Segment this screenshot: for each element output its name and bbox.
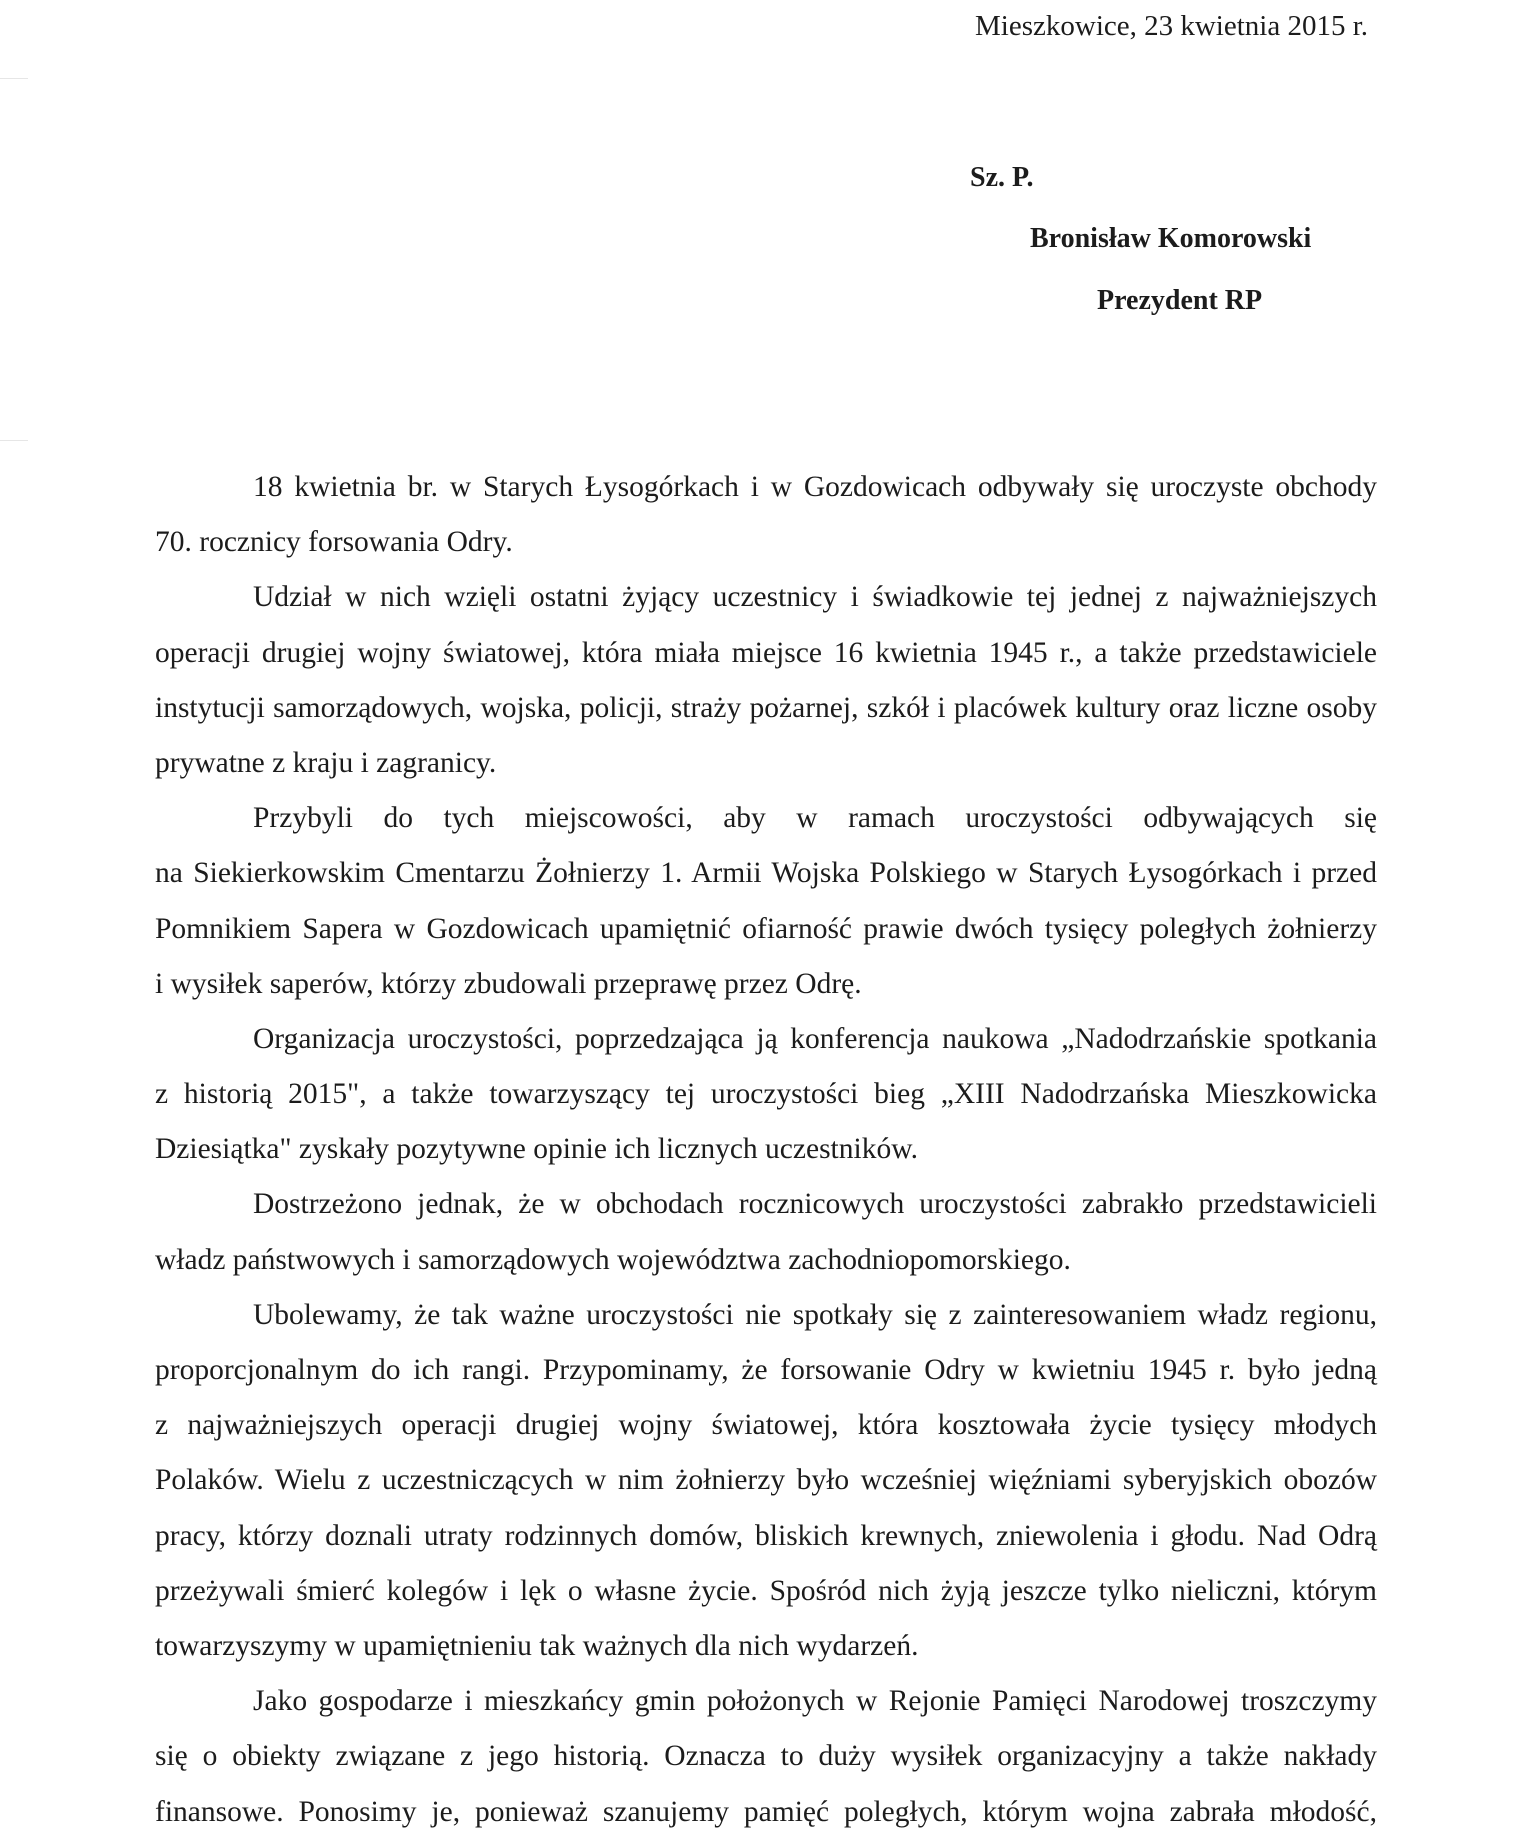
paragraph-line: na Siekierkowskim Cmentarzu Żołnierzy 1. Armii Wojska Polskiego w Starych Łysogórkach i przed [155, 857, 1377, 890]
recipient-title: Prezydent RP [1097, 285, 1263, 316]
paragraph-line: towarzyszymy w upamiętnieniu tak ważnych dla nich wydarzeń. [155, 1629, 919, 1662]
paragraph [155, 791, 1377, 1012]
place-date: Mieszkowice, 23 kwietnia 2015 r. [975, 10, 1369, 42]
paragraph-line: z najważniejszych operacji drugiej wojny światowej, która kosztowała życie tysięcy młodych [155, 1409, 1377, 1442]
letter-body [155, 460, 1377, 1840]
paragraph-line: finansowe. Ponosimy je, ponieważ szanujemy pamięć poległych, którym wojna zabrała młodość, [155, 1795, 1377, 1828]
paragraph [155, 570, 1377, 791]
paragraph-line: proporcjonalnym do ich rangi. Przypominamy, że forsowanie Odry w kwietniu 1945 r. było jedną [155, 1354, 1377, 1386]
scan-artifact [0, 78, 28, 79]
paragraph [155, 1177, 1377, 1287]
paragraph-line: prywatne z kraju i zagranicy. [155, 746, 497, 779]
paragraph-line: Dziesiątka" zyskały pozytywne opinie ich licznych uczestników. [155, 1133, 918, 1166]
paragraph-line: operacji drugiej wojny światowej, która miała miejsce 16 kwietnia 1945 r., a także przedstawiciele [155, 636, 1377, 669]
paragraph-line: 18 kwietnia br. w Starych Łysogórkach i w Gozdowicach odbywały się uroczyste obchody [253, 471, 1377, 503]
paragraph-line: Udział w nich wzięli ostatni żyjący uczestnicy i świadkowie tej jednej z najważniejszych [253, 581, 1377, 614]
paragraph-line: Dostrzeżono jednak, że w obchodach rocznicowych uroczystości zabrakło przedstawicieli [253, 1188, 1377, 1221]
paragraph-line: Pomnikiem Sapera w Gozdowicach upamiętnić ofiarność prawie dwóch tysięcy poległych żołnierzy [155, 912, 1377, 945]
paragraph-line: Polaków. Wielu z uczestniczących w nim żołnierzy było wcześniej więźniami syberyjskich obozów [155, 1464, 1377, 1497]
recipient-name: Bronisław Komorowski [1030, 223, 1312, 254]
paragraph-line: Organizacja uroczystości, poprzedzająca ją konferencja naukowa „Nadodrzańskie spotkania [253, 1022, 1377, 1055]
paragraph-line: władz państwowych i samorządowych województwa zachodniopomorskiego. [155, 1243, 1071, 1276]
paragraph-line: przeżywali śmierć kolegów i lęk o własne życie. Spośród nich żyją jeszcze tylko nieliczni, którym [155, 1574, 1377, 1607]
paragraph-line: z historią 2015", a także towarzyszący tej uroczystości bieg „XIII Nadodrzańska Mieszkowicka [155, 1078, 1377, 1111]
paragraph-line: Przybyli do tych miejscowości, aby w ramach uroczystości odbywających się [253, 802, 1377, 835]
paragraph [155, 1288, 1377, 1674]
paragraph-line: 70. rocznicy forsowania Odry. [155, 526, 513, 559]
paragraph-line: Ubolewamy, że tak ważne uroczystości nie spotkały się z zainteresowaniem władz regionu, [253, 1298, 1377, 1331]
recipient-salutation: Sz. P. [970, 162, 1034, 193]
scan-artifact [0, 440, 28, 441]
paragraph-line: Jako gospodarze i mieszkańcy gmin położonych w Rejonie Pamięci Narodowej troszczymy [253, 1685, 1377, 1718]
paragraph-line: się o obiekty związane z jego historią. Oznacza to duży wysiłek organizacyjny a także nakłady [155, 1740, 1377, 1773]
paragraph-line: i wysiłek saperów, którzy zbudowali przeprawę przez Odrę. [155, 967, 862, 1000]
paragraph-line: instytucji samorządowych, wojska, policji, straży pożarnej, szkół i placówek kultury oraz liczne osoby [155, 691, 1377, 724]
paragraph [155, 1012, 1377, 1178]
paragraph [155, 460, 1377, 570]
paragraph [155, 1674, 1377, 1840]
paragraph-line: pracy, którzy doznali utraty rodzinnych domów, bliskich krewnych, zniewolenia i głodu. Nad Odrą [155, 1519, 1377, 1552]
